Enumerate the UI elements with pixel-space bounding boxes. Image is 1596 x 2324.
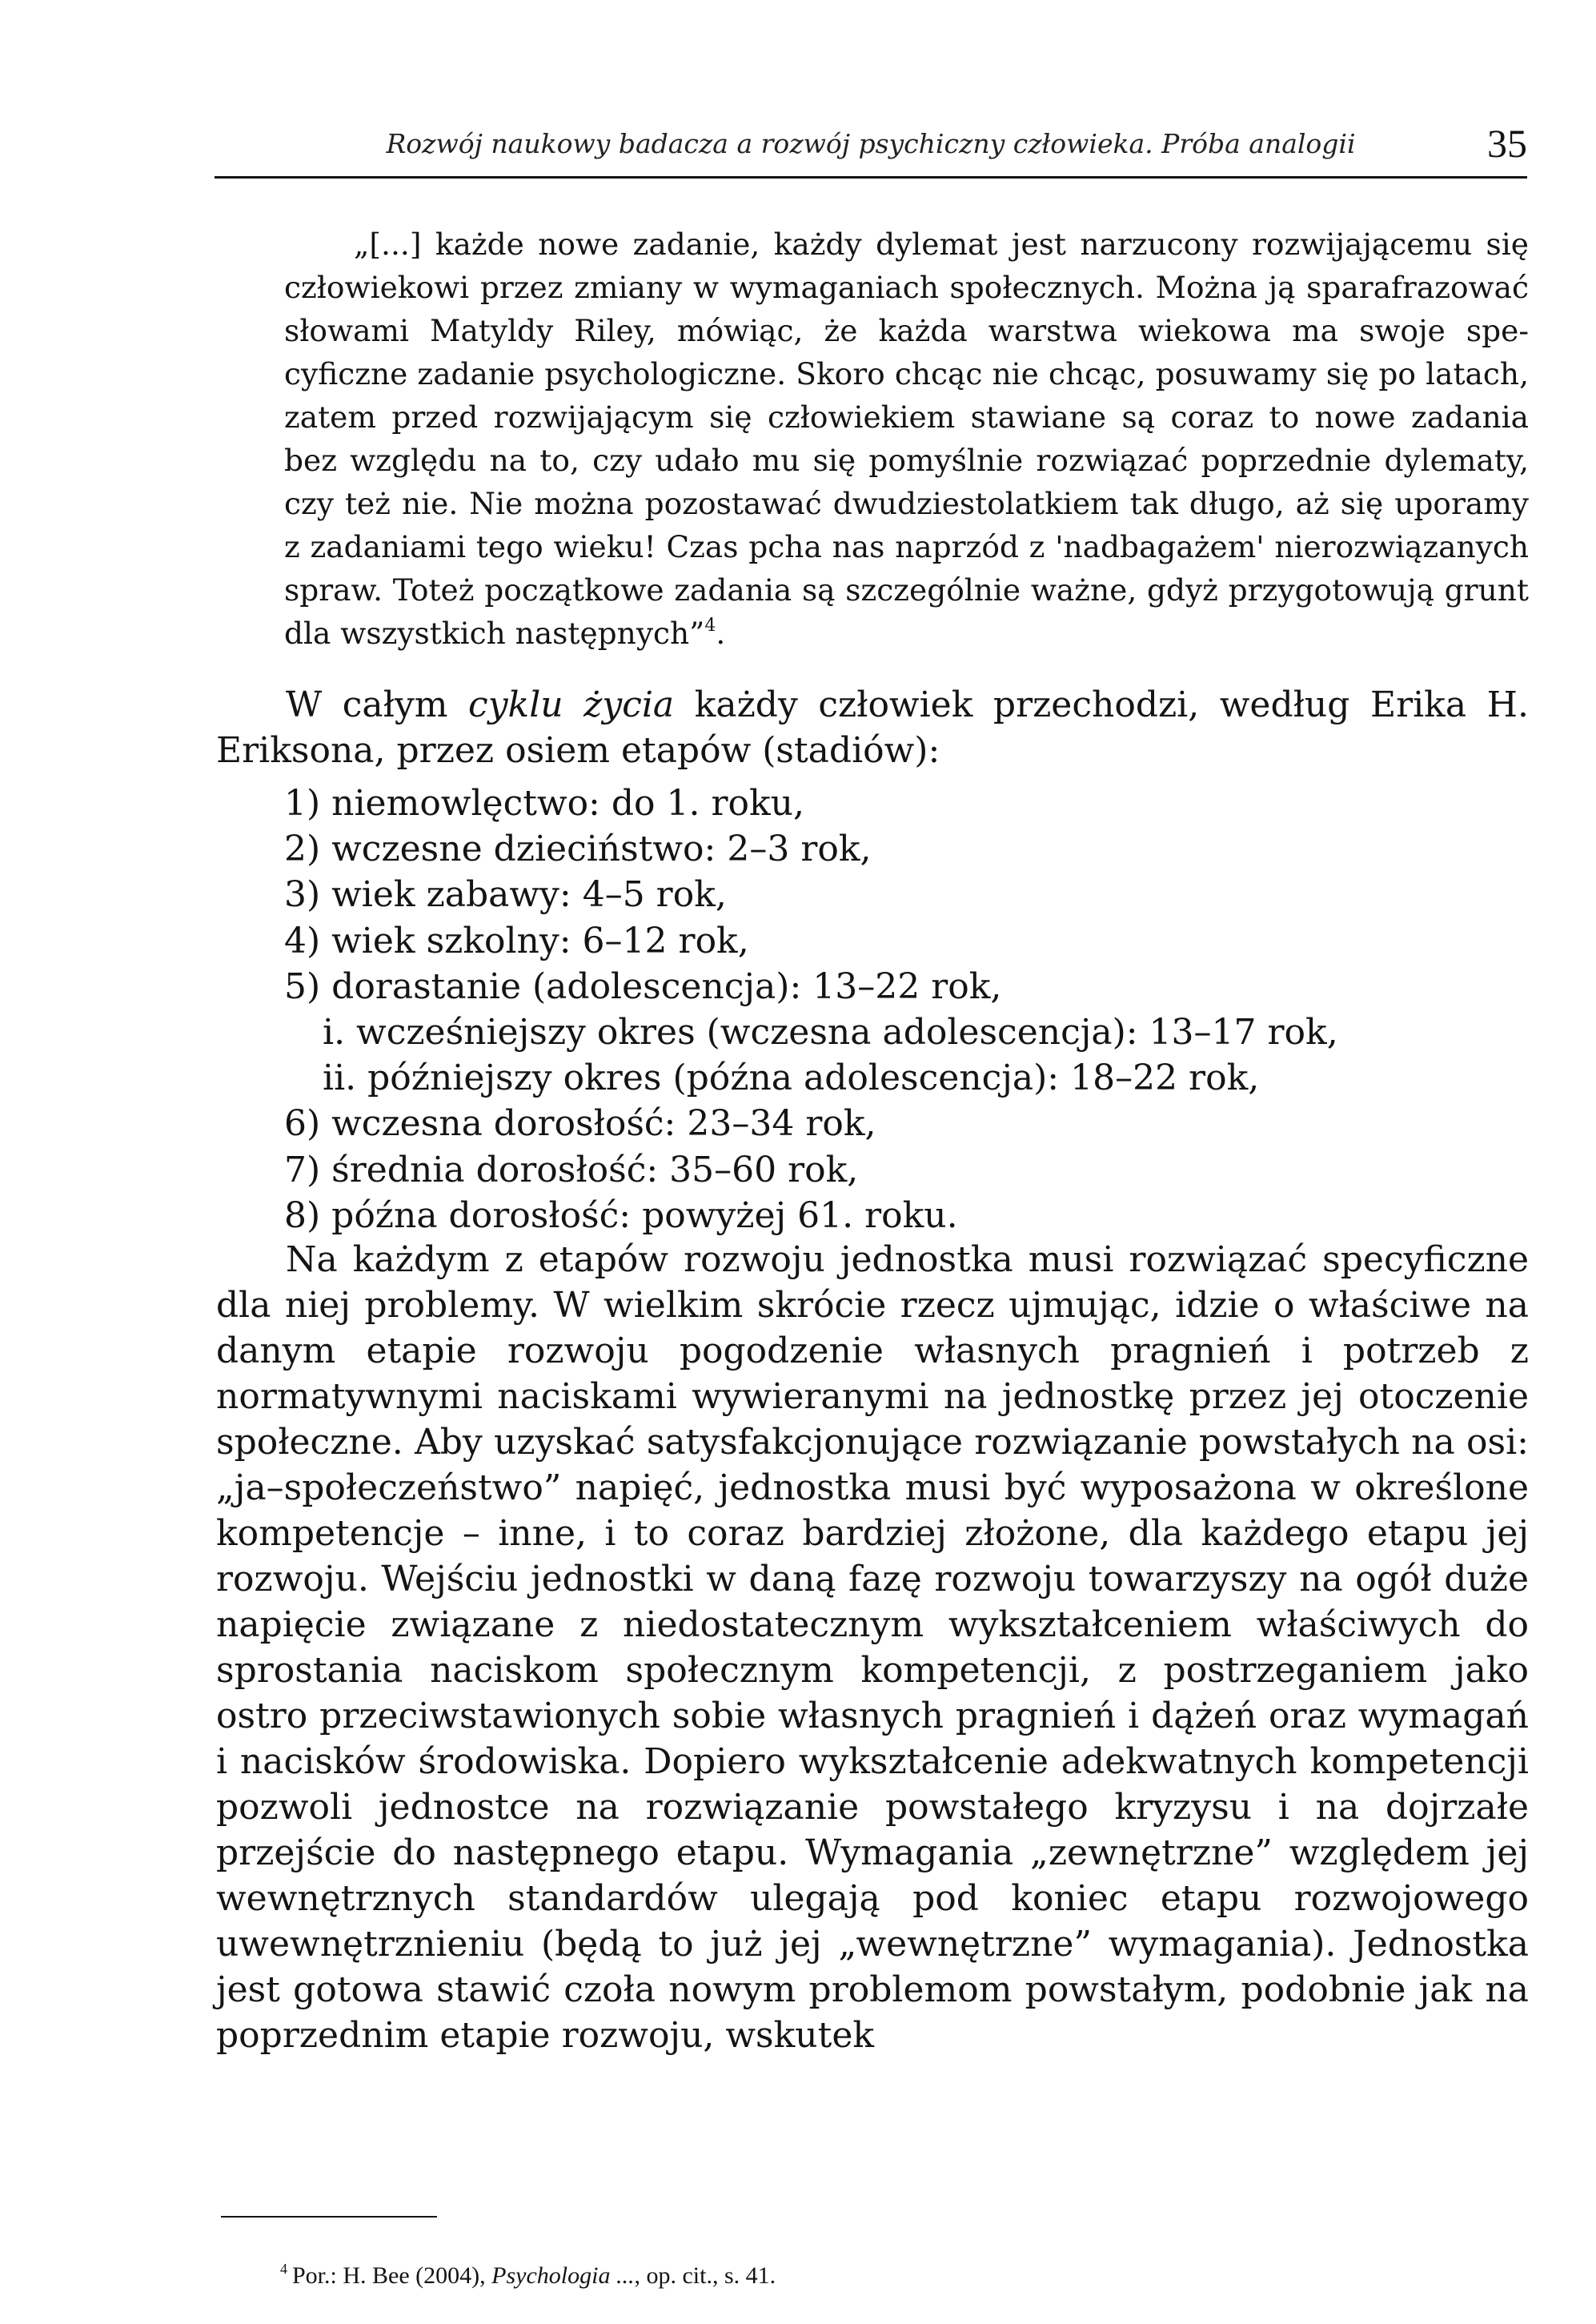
page-header xyxy=(215,120,1527,179)
stages-list xyxy=(284,781,1338,1238)
page-number: 35 xyxy=(1487,121,1527,166)
footnote-ref[interactable]: 4 xyxy=(704,616,716,636)
intro-paragraph xyxy=(216,682,1529,773)
stage-item: 6) wczesna dorosłość: 23–34 rok, xyxy=(284,1103,876,1145)
intro-emphasis: cyklu życia xyxy=(468,684,675,725)
footnote-prefix: Por.: H. Bee (2004), xyxy=(292,2262,492,2289)
stage-item: 5) dorastanie (adolescencja): 13–22 rok, xyxy=(284,965,1002,1007)
stage-item: 7) średnia dorosłość: 35–60 rok, xyxy=(284,1149,859,1190)
block-quote xyxy=(284,223,1529,655)
running-head: Rozwój naukowy badacza a rozwój psychiczny człowieka. Próba analogii xyxy=(386,128,1356,159)
stage-item: 4) wiek szkolny: 6–12 rok, xyxy=(284,920,749,961)
footnote-number: 4 xyxy=(280,2261,287,2277)
quote-end: . xyxy=(716,616,726,651)
stage-subitem: ii. późniejszy okres (późna adolescencja): 18–22 rok, xyxy=(323,1058,1260,1099)
body-paragraph: Na każdym z etapów rozwoju jednostka musi rozwiązać specyficzne dla niej problemy. W wielkim skrócie rzecz ujmując, idzie o właściwe na danym etapie rozwoju pogodzenie własnych pragnień i potrzeb z normatywnymi naciskami wywieranymi na jednostkę przez jej otoczenie społeczne. Aby uzyskać satysfakcjonujące rozwiązanie powstałych na osi: „ja–społeczeństwo” napięć, jednostka musi być wyposażona w określone kompetencje – inne, i to coraz bardziej złożone, dla każdego etapu jej rozwoju. Wejściu jednostki w daną fazę rozwoju towarzyszy na ogół duże napięcie związane z niedostatecznym wykształceniem właściwych do sprostania naciskom społecznym kompetencji, z postrzeganiem jako ostro przeciwstawionych sobie własnych pragnień i dążeń oraz wymagań i nacisków środowiska. Dopiero wykształcenie adekwatnych kompetencji pozwoli jednostce na rozwiązanie powstałego kryzysu i na dojrzałe przejście do następnego etapu. Wymagania „zewnętrzne” względem jej wewnętrznych standardów ulegają pod koniec etapu rozwojowego uwewnętrznieniu (będą to już jej „wewnętrzne” wymagania). Jednostka jest gotowa stawić czoła nowym problemom powstałym, podobnie jak na poprzednim etapie rozwoju, wskutek xyxy=(216,1239,1529,2056)
stage-item: 1) niemowlęctwo: do 1. roku, xyxy=(284,783,804,824)
stage-item: 8) późna dorosłość: powyżej 61. roku. xyxy=(284,1194,958,1236)
footnote-suffix: , op. cit., s. 41. xyxy=(634,2262,776,2289)
footnote xyxy=(280,2261,776,2290)
footnote-divider xyxy=(221,2216,437,2218)
stage-item: 3) wiek zabawy: 4–5 rok, xyxy=(284,874,727,916)
intro-before: W całym xyxy=(286,684,469,725)
footnote-title: Psychologia ... xyxy=(491,2262,635,2289)
stage-subitem: i. wcześniejszy okres (wczesna adolescencja): 13–17 rok, xyxy=(323,1012,1338,1054)
quote-text: „[...] każde nowe zadanie, każdy dylemat jest narzucony rozwijającemu się człowiekowi przez zmiany w wymaganiach społecznych. Można ją sparafrazować słowami Matyldy Riley, mówiąc, że każda warstwa wiekowa ma swoje specyficzne zadanie psychologiczne. Skoro chcąc nie chcąc, posuwamy się po latach, zatem przed rozwijającym się człowiekiem stawiane są coraz to nowe zadania bez względu na to, czy udało mu się pomyślnie rozwiązać poprzednie dylematy, czy też nie. Nie można pozostawać dwudziestolatkiem tak długo, aż się uporamy z zadaniami tego wieku! Czas pcha nas naprzód z 'nadbagażem' nierozwiązanych spraw. Toteż początkowe zadania są szczególnie ważne, gdyż przygotowują grunt dla wszystkich następnych” xyxy=(284,227,1529,651)
stage-item: 2) wczesne dzieciństwo: 2–3 rok, xyxy=(284,829,872,870)
intro-after: każdy człowiek przechodzi, według Erika H. Eriksona, przez osiem etapów (stadiów): xyxy=(216,684,1529,771)
